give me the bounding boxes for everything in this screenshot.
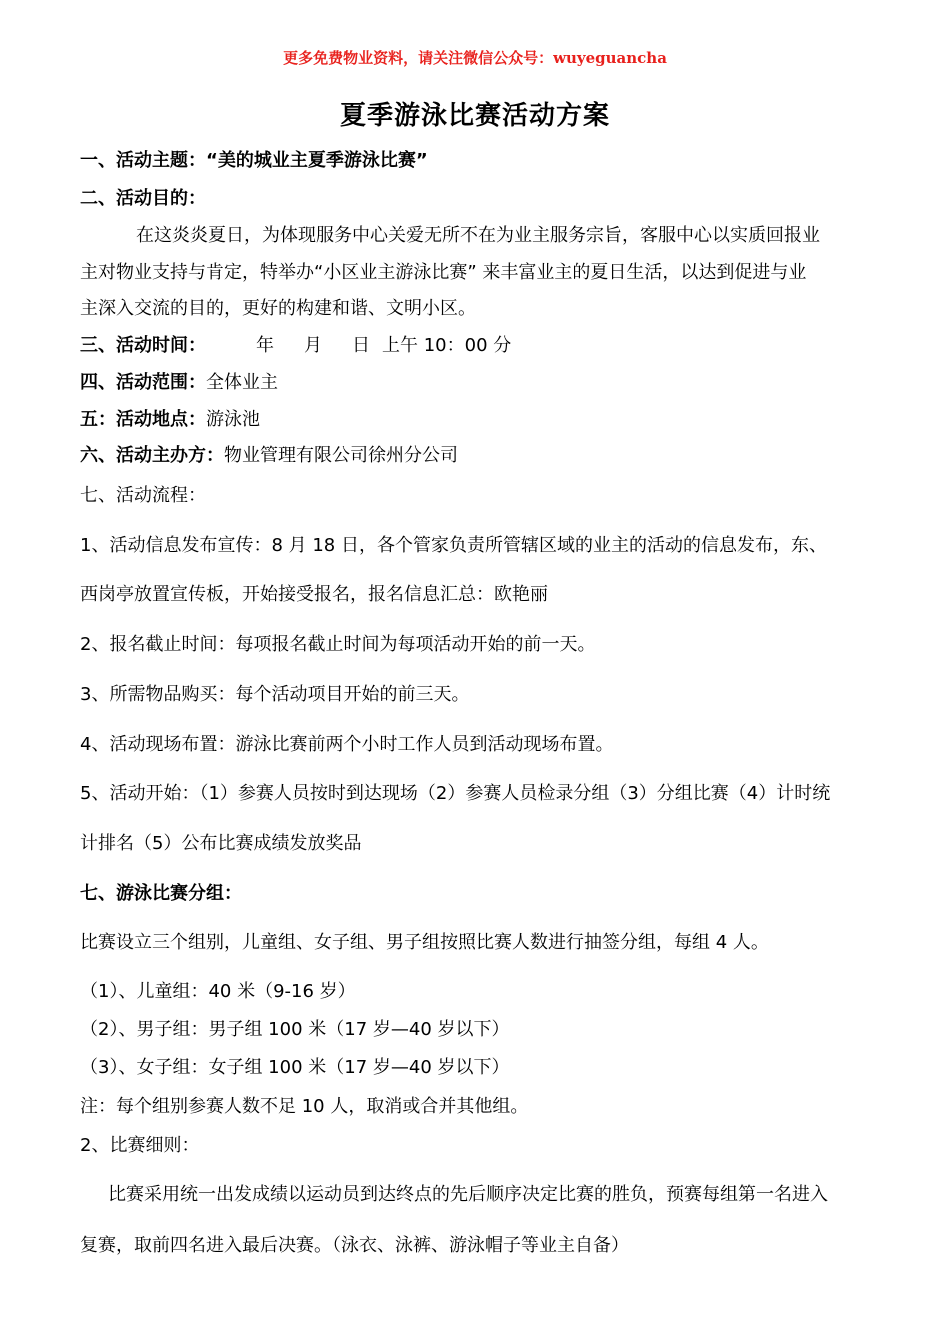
section-theme <box>80 148 428 174</box>
section-theme-value: “美的城业主夏季游泳比赛” <box>206 150 428 171</box>
section-venue <box>80 407 260 433</box>
time-month: 月 <box>304 335 322 356</box>
process-item-2: 2、报名截止时间：每项报名截止时间为每项活动开始的前一天。 <box>80 634 596 655</box>
process-item-1-line-2: 西岗亭放置宣传板，开始接受报名，报名信息汇总：欧艳丽 <box>80 584 548 605</box>
section-venue-value: 游泳池 <box>206 409 260 430</box>
group-men: （2）、男子组：男子组 100 米（17 岁—40 岁以下） <box>80 1019 510 1040</box>
section-time-label: 三、活动时间： <box>80 335 206 356</box>
groups-note: 注：每个组别参赛人数不足 10 人，取消或合并其他组。 <box>80 1096 529 1117</box>
section-scope <box>80 370 278 396</box>
section-organizer <box>80 443 458 469</box>
rules-label: 2、比赛细则： <box>80 1135 200 1156</box>
process-item-5-line-2: 计排名（5）公布比赛成绩发放奖品 <box>80 833 362 854</box>
section-organizer-value: 物业管理有限公司徐州分公司 <box>224 445 458 466</box>
section-process-label: 七、活动流程： <box>80 485 206 506</box>
process-item-4: 4、活动现场布置：游泳比赛前两个小时工作人员到活动现场布置。 <box>80 734 614 755</box>
group-children: （1）、儿童组：40 米（9-16 岁） <box>80 981 356 1002</box>
process-item-3: 3、所需物品购买：每个活动项目开始的前三天。 <box>80 684 470 705</box>
rules-paragraph-line-1: 比赛采用统一出发成绩以运动员到达终点的先后顺序决定比赛的胜负，预赛每组第一名进入 <box>108 1184 828 1205</box>
section-venue-label: 五：活动地点： <box>80 409 206 430</box>
group-women: （3）、女子组：女子组 100 米（17 岁—40 岁以下） <box>80 1057 510 1078</box>
section-organizer-label: 六、活动主办方： <box>80 445 224 466</box>
section-scope-label: 四、活动范围： <box>80 372 206 393</box>
section-purpose-label: 二、活动目的： <box>80 188 206 209</box>
section-scope-value: 全体业主 <box>206 372 278 393</box>
section-time <box>80 333 511 359</box>
process-item-1-line-1: 1、活动信息发布宣传：8 月 18 日，各个管家负责所管辖区域的业主的活动的信息发布，东、 <box>80 535 827 556</box>
time-year: 年 <box>256 335 274 356</box>
process-item-5-line-1: 5、活动开始：（1）参赛人员按时到达现场（2）参赛人员检录分组（3）分组比赛（4）计时统 <box>80 783 831 804</box>
time-day: 日 <box>352 335 370 356</box>
time-clock: 上午 10：00 分 <box>382 335 512 356</box>
section-theme-label: 一、活动主题： <box>80 150 206 171</box>
rules-paragraph-line-2: 复赛，取前四名进入最后决赛。（泳衣、泳裤、游泳帽子等业主自备） <box>80 1235 629 1256</box>
purpose-paragraph-line-1: 在这炎炎夏日，为体现服务中心关爱无所不在为业主服务宗旨，客服中心以实质回报业 <box>136 225 820 246</box>
page-title: 夏季游泳比赛活动方案 <box>339 101 610 131</box>
purpose-paragraph-line-3: 主深入交流的目的，更好的构建和谐、文明小区。 <box>80 298 476 319</box>
groups-intro: 比赛设立三个组别，儿童组、女子组、男子组按照比赛人数进行抽签分组，每组 4 人。 <box>80 932 769 953</box>
purpose-paragraph-line-2: 主对物业支持与肯定，特举办“小区业主游泳比赛” 来丰富业主的夏日生活，以达到促进与业 <box>80 262 807 283</box>
section-groups-label: 七、游泳比赛分组： <box>80 883 242 904</box>
watermark-banner: 更多免费物业资料，请关注微信公众号：wuyeguancha <box>283 49 667 67</box>
